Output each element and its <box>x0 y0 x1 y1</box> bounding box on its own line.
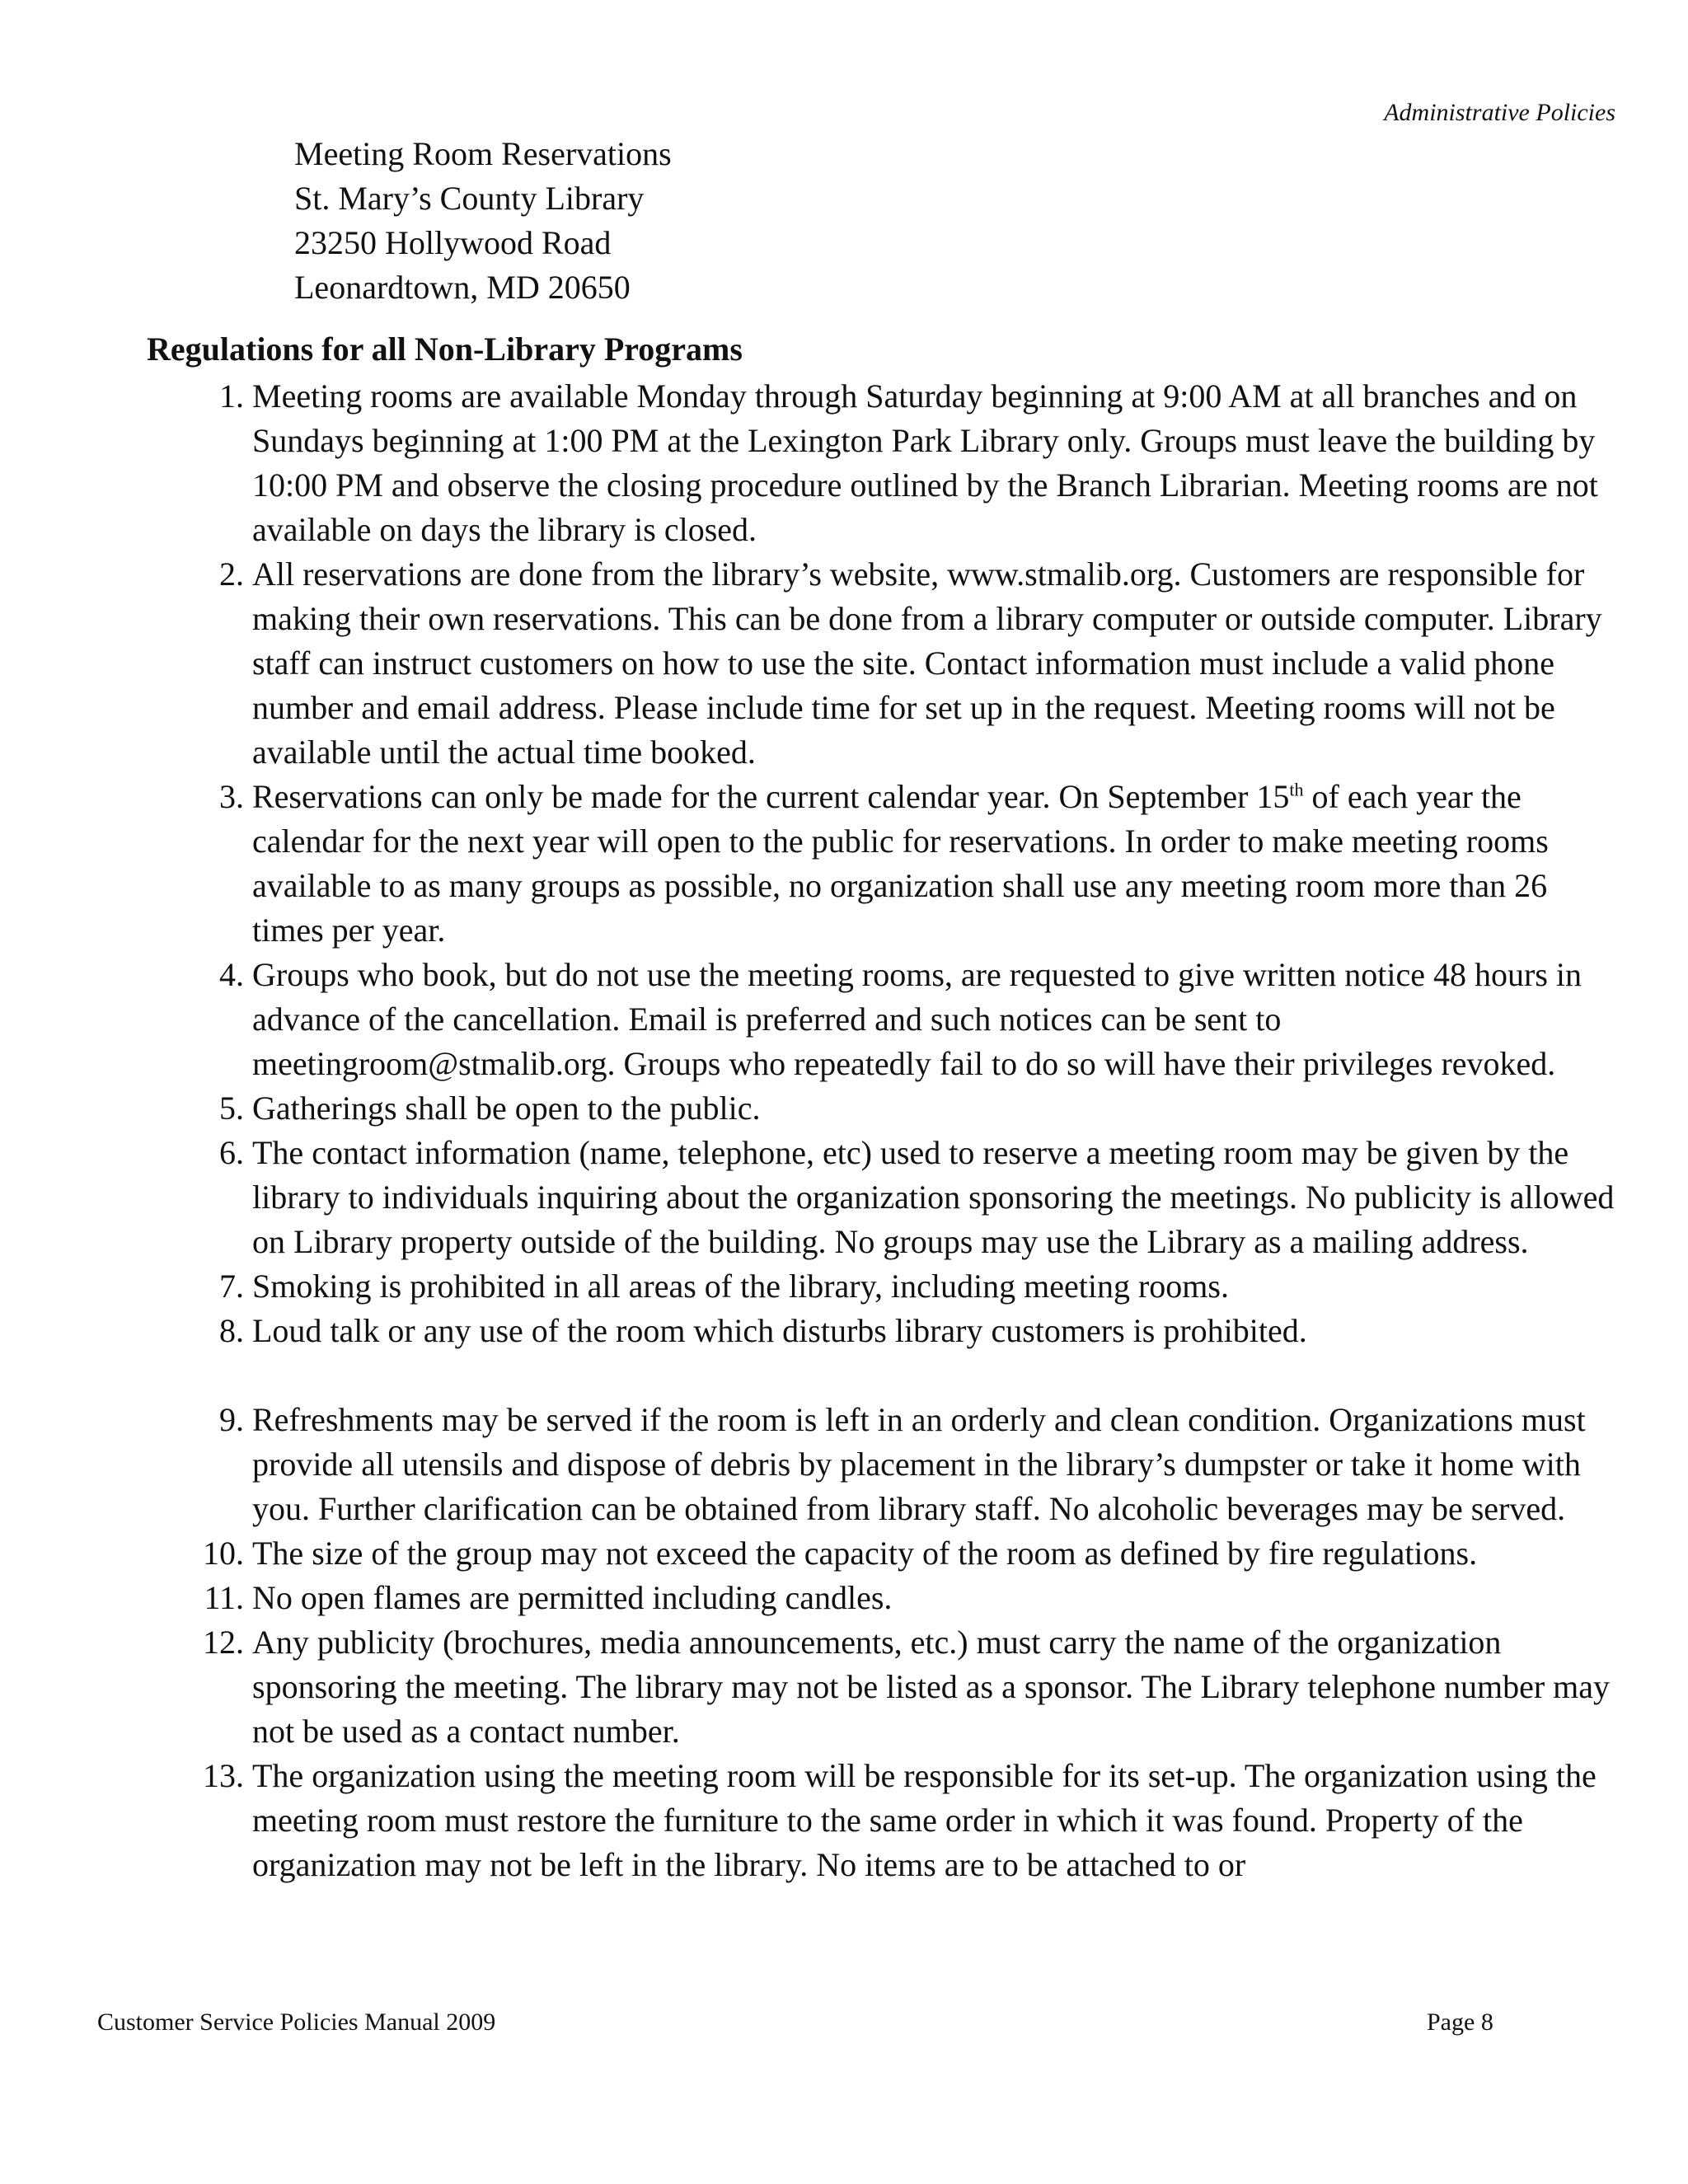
rule-number: 7. <box>219 1268 244 1305</box>
rule-number: 5. <box>219 1090 244 1127</box>
rule-text: Meeting rooms are available Monday through Saturday beginning at 9:00 AM at all branches and on Sundays beginning at 1:00 PM at the Lexington Park Library only. Groups must leave the building by 10:00 PM and observe the closing procedure outlined by the Branch Librarian. Meeting rooms are not available on days the library is closed. <box>252 377 1598 548</box>
rule-11 <box>170 1576 1622 1620</box>
running-header: Administrative Policies <box>1384 99 1615 126</box>
rule-text: No open flames are permitted including candles. <box>252 1579 893 1616</box>
address-line-2: St. Mary’s County Library <box>294 180 645 217</box>
address-line-4: Leonardtown, MD 20650 <box>294 269 631 306</box>
rule-number: 4. <box>219 956 244 993</box>
rule-4 <box>170 953 1622 1086</box>
regulations-list <box>170 374 1622 1887</box>
rule-text: Any publicity (brochures, media announcements, etc.) must carry the name of the organization sponsoring the meeting. The library may not be listed as a sponsor. The Library telephone number may not be used as a contact number. <box>252 1624 1611 1750</box>
rule-text: All reservations are done from the library’s website, www.stmalib.org. Customers are responsible for making their own reservations. This can be done from a library computer or outside computer. Library staff can instruct customers on how to use the site. Contact information must include a valid phone number and email address. Please include time for set up in the request. Meeting rooms will not be available until the actual time booked. <box>252 555 1602 771</box>
rule-5 <box>170 1086 1622 1131</box>
address-line-1: Meeting Room Reservations <box>294 135 672 172</box>
rule-number: 13. <box>203 1757 244 1794</box>
rule-6 <box>170 1131 1622 1264</box>
rule-7 <box>170 1264 1622 1309</box>
rule-text: The contact information (name, telephone, etc) used to reserve a meeting room may be given by the library to individuals inquiring about the organization sponsoring the meetings. No publicity is allowed on Library property outside of the building. No groups may use the Library as a mailing address. <box>252 1134 1615 1260</box>
rule-text: Smoking is prohibited in all areas of the library, including meeting rooms. <box>252 1268 1229 1305</box>
rule-text: The size of the group may not exceed the capacity of the room as defined by fire regulations. <box>252 1535 1478 1572</box>
rule-10 <box>170 1531 1622 1576</box>
rule-9 <box>170 1398 1622 1531</box>
rule-3 <box>170 775 1622 953</box>
rule-text-part: Reservations can only be made for the current calendar year. On September 15 <box>252 778 1290 815</box>
rule-1 <box>170 374 1622 552</box>
rule-number: 6. <box>219 1134 244 1171</box>
rule-2 <box>170 552 1622 775</box>
rule-text: The organization using the meeting room will be responsible for its set-up. The organization using the meeting room must restore the furniture to the same order in which it was found. Property of the organization may not be left in the library. No items are to be attached to or <box>252 1757 1597 1883</box>
rule-text-part: of each year the calendar for the next year will open to the public for reservations. In order to make meeting rooms available to as many groups as possible, no organization shall use any meeting room more than 26 times per year. <box>252 778 1549 949</box>
rule-number: 1. <box>219 377 244 415</box>
rule-8 <box>170 1309 1622 1353</box>
rule-number: 8. <box>219 1312 244 1349</box>
rule-text: Loud talk or any use of the room which disturbs library customers is prohibited. <box>252 1312 1307 1349</box>
rule-number: 9. <box>219 1401 244 1438</box>
footer-page-number: Page 8 <box>1427 2008 1493 2036</box>
rule-number: 11. <box>204 1579 244 1616</box>
rule-text <box>244 775 1622 953</box>
rule-text: Groups who book, but do not use the meeting rooms, are requested to give written notice 48 hours in advance of the cancellation. Email is preferred and such notices can be sent to meetingroom@stmalib.org. Groups who repeatedly fail to do so will have their privileges revoked. <box>252 956 1582 1082</box>
rule-13 <box>170 1754 1622 1887</box>
rule-number: 10. <box>203 1535 244 1572</box>
mailing-address <box>294 132 672 310</box>
footer-manual-title: Customer Service Policies Manual 2009 <box>97 2008 496 2036</box>
rule-number: 2. <box>219 555 244 593</box>
rule-text: Gatherings shall be open to the public. <box>252 1090 761 1127</box>
ordinal-suffix: th <box>1289 779 1304 800</box>
rule-number: 3. <box>219 778 244 815</box>
rule-12 <box>170 1620 1622 1754</box>
rule-number: 12. <box>203 1624 244 1661</box>
section-heading: Regulations for all Non-Library Programs <box>147 330 743 368</box>
rule-text: Refreshments may be served if the room is left in an orderly and clean condition. Organizations must provide all utensils and dispose of debris by placement in the library’s dumpster or take it home with you. Further clarification can be obtained from library staff. No alcoholic beverages may be served. <box>252 1401 1586 1527</box>
address-line-3: 23250 Hollywood Road <box>294 224 612 261</box>
